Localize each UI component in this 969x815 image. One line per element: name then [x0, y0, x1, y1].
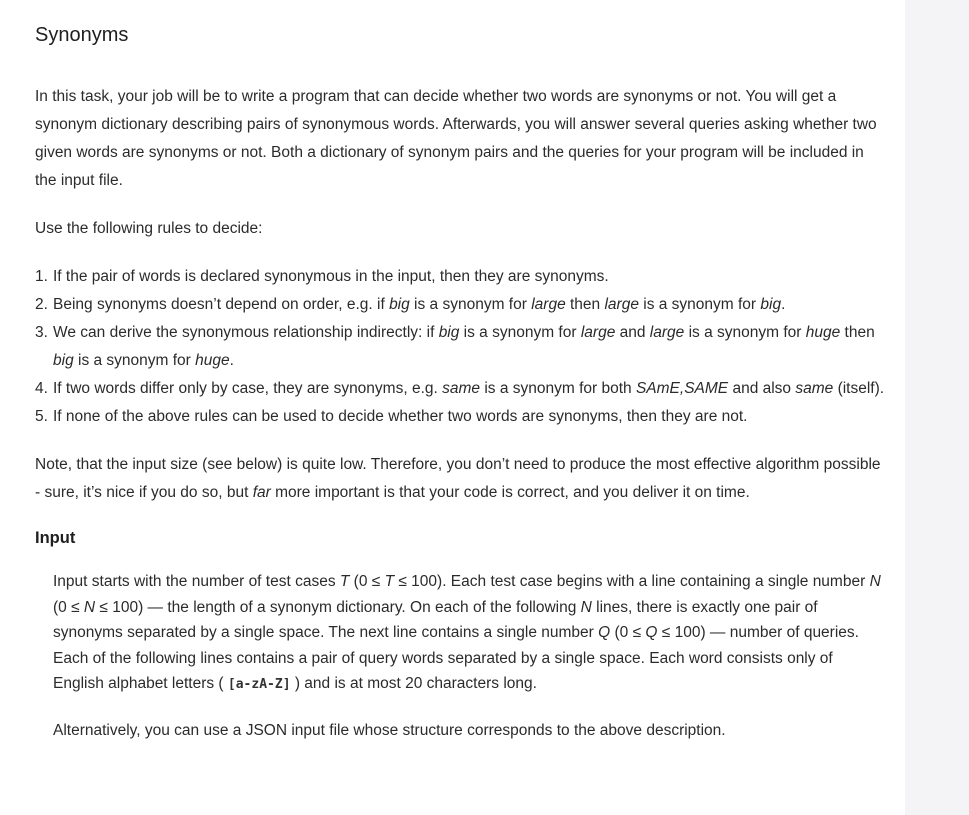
list-item: 1. If the pair of words is declared synonymous in the input, then they are synonyms.: [35, 268, 609, 285]
list-item: 5. If none of the above rules can be used to decide whether two words are synonyms, then they are not.: [35, 408, 748, 425]
input-heading: Input: [35, 529, 76, 547]
intro-paragraph: In this task, your job will be to write a program that can decide whether two words are synonyms or not. You will get a synonym dictionary describing pairs of synonymous words. Afterwards, you will answer several queries asking whether two given words are synonyms or not. Both a dictionary of synonym pairs and the queries for your program will be included in the input file.: [35, 88, 877, 189]
charset-code: [a-zA-Z]: [227, 677, 291, 692]
alternative-paragraph: Alternatively, you can use a JSON input file whose structure corresponds to the above description.: [53, 721, 726, 739]
rules-lead: Use the following rules to decide:: [35, 220, 263, 237]
input-section: [53, 569, 885, 743]
list-item: 3. We can derive the synonymous relationship indirectly: if big is a synonym for large and large is a synonym for huge then big is a synonym for huge.: [35, 324, 875, 369]
note-paragraph: Note, that the input size (see below) is quite low. Therefore, you don’t need to produce the most effective algorithm possible - sure, it’s nice if you do so, but far more important is that your code is correct, and you deliver it on time.: [35, 456, 881, 501]
list-item: 4. If two words differ only by case, they are synonyms, e.g. same is a synonym for both SAmE,SAME and also same (itself).: [35, 380, 885, 397]
page-title: Synonyms: [35, 24, 129, 46]
rules-list: [35, 263, 885, 431]
input-paragraph: Input starts with the number of test cases T (0 ≤ T ≤ 100). Each test case begins with a line containing a single number N (0 ≤ N ≤ 100) — the length of a synonym dictionary. On each of the following N lines, there is exactly one pair of synonyms separated by a single space. The next line contains a single number Q (0 ≤ Q ≤ 100) — number of queries. Each of the following lines contains a pair of query words separated by a single space. Each word consists only of English alphabet letters ( [a-zA-Z] ) and is at most 20 characters long.: [53, 573, 881, 692]
list-item: 2. Being synonyms doesn’t depend on order, e.g. if big is a synonym for large then large is a synonym for big.: [35, 296, 786, 313]
task-description: [35, 22, 885, 743]
